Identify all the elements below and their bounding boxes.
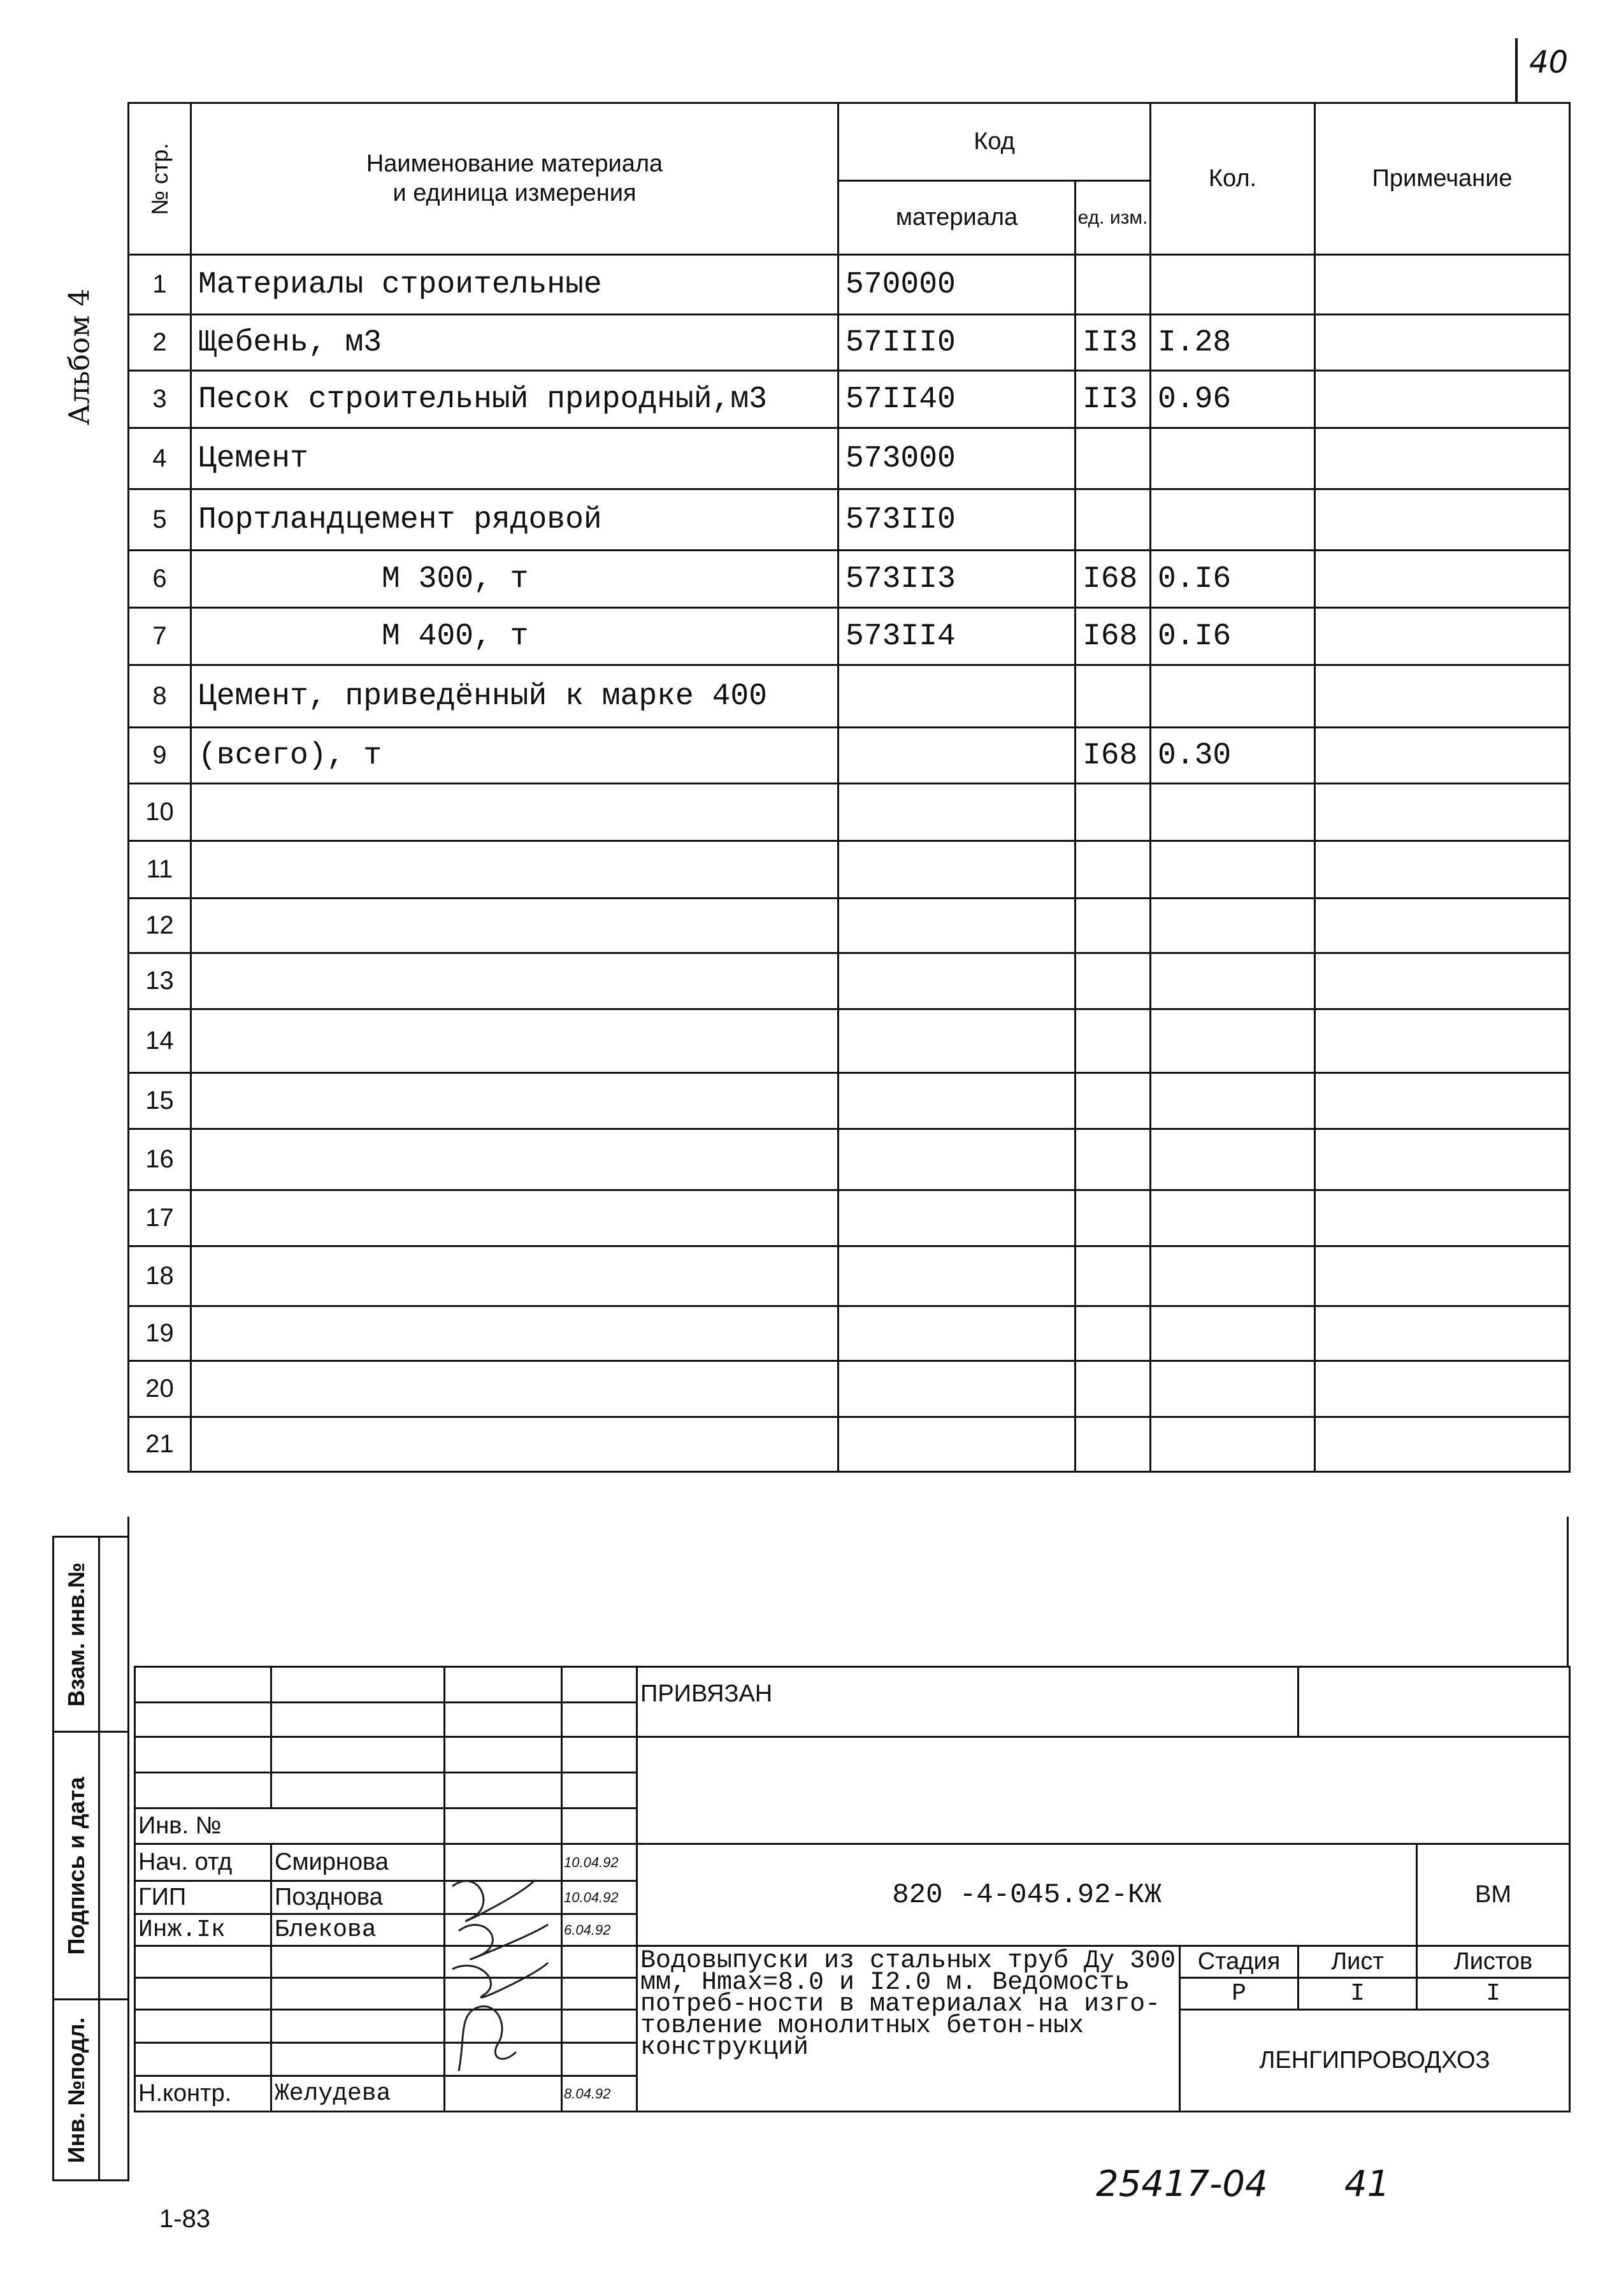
role-nkontr: Н.контр. (135, 2076, 271, 2112)
row-number: 1 (129, 255, 191, 315)
table-row (129, 665, 1570, 728)
material-name (191, 1129, 838, 1190)
note (1315, 255, 1570, 315)
material-name: Цемент (191, 428, 838, 489)
material-code: 57III0 (838, 315, 1076, 371)
table-row (129, 1361, 1570, 1417)
table-row (129, 371, 1570, 428)
note (1315, 728, 1570, 784)
footer-handwritten-page: 41 (1344, 2163, 1390, 2205)
unit-code (1076, 841, 1151, 899)
row-number: 11 (129, 841, 191, 899)
side-strip (52, 1536, 129, 2181)
row-number: 21 (129, 1417, 191, 1472)
material-name: М 400, т (191, 608, 838, 665)
name-pozdnova: Позднова (271, 1881, 445, 1914)
role-nach-otd: Нач. отд (135, 1844, 271, 1881)
header-code: Код (838, 103, 1151, 181)
row-number: 9 (129, 728, 191, 784)
header-qty: Кол. (1151, 103, 1315, 255)
unit-code (1076, 1190, 1151, 1246)
material-code (838, 1306, 1076, 1361)
quantity (1151, 1009, 1315, 1073)
row-number: 8 (129, 665, 191, 728)
material-code (838, 953, 1076, 1009)
sheet-number: 40 (1529, 45, 1569, 80)
unit-code (1076, 1306, 1151, 1361)
note (1315, 1190, 1570, 1246)
unit-code: I68 (1076, 608, 1151, 665)
material-name: М 300, т (191, 551, 838, 608)
unit-code (1076, 784, 1151, 841)
material-name: Материалы строительные (191, 255, 838, 315)
quantity (1151, 1246, 1315, 1306)
table-row (129, 841, 1570, 899)
table-row (129, 899, 1570, 953)
quantity (1151, 1306, 1315, 1361)
table-row (129, 953, 1570, 1009)
material-name (191, 953, 838, 1009)
quantity (1151, 428, 1315, 489)
quantity: I.28 (1151, 315, 1315, 371)
quantity (1151, 1417, 1315, 1472)
row-number: 3 (129, 371, 191, 428)
table-row (129, 1129, 1570, 1190)
stage-value: Р (1180, 1978, 1299, 2010)
material-name (191, 1417, 838, 1472)
sheet-label: Лист (1299, 1946, 1417, 1978)
material-name (191, 1306, 838, 1361)
row-number: 12 (129, 899, 191, 953)
material-code: 57II40 (838, 371, 1076, 428)
vzam-inv-label: Взам. инв.№ (54, 1537, 99, 1732)
unit-code (1076, 428, 1151, 489)
unit-code: I68 (1076, 551, 1151, 608)
sheet-value: I (1299, 1978, 1417, 2010)
table-row (129, 784, 1570, 841)
material-code (838, 728, 1076, 784)
material-name: Песок строительный природный,м3 (191, 371, 838, 428)
document-description: Водовыпуски из стальных труб Ду 300 мм, Hmax=8.0 и I2.0 м. Ведомость потреб-ности в материалах на изго-товление монолитных бетон-ных конструкций (637, 1946, 1180, 2112)
material-code: 570000 (838, 255, 1076, 315)
row-number: 20 (129, 1361, 191, 1417)
table-row (129, 1306, 1570, 1361)
material-code (838, 1417, 1076, 1472)
material-name (191, 1190, 838, 1246)
row-number: 7 (129, 608, 191, 665)
header-code-unit: ед. изм. (1076, 181, 1151, 255)
row-number: 2 (129, 315, 191, 371)
material-name (191, 1009, 838, 1073)
unit-code (1076, 953, 1151, 1009)
material-code (838, 1129, 1076, 1190)
unit-code (1076, 1361, 1151, 1417)
material-name (191, 784, 838, 841)
material-name: Цемент, приведённый к марке 400 (191, 665, 838, 728)
note (1315, 899, 1570, 953)
unit-code (1076, 1417, 1151, 1472)
quantity (1151, 255, 1315, 315)
unit-code (1076, 1073, 1151, 1129)
row-number: 4 (129, 428, 191, 489)
unit-code: II3 (1076, 315, 1151, 371)
unit-code: II3 (1076, 371, 1151, 428)
table-row (129, 428, 1570, 489)
sheets-label: Листов (1417, 1946, 1570, 1978)
row-number: 18 (129, 1246, 191, 1306)
material-code: 573II3 (838, 551, 1076, 608)
date-zheludeva: 8.04.92 (562, 2076, 637, 2112)
footer-handwritten-code: 25417-04 (1096, 2163, 1268, 2205)
unit-code (1076, 665, 1151, 728)
table-row (129, 255, 1570, 315)
quantity (1151, 489, 1315, 551)
unit-code (1076, 1129, 1151, 1190)
note (1315, 784, 1570, 841)
row-number: 19 (129, 1306, 191, 1361)
podpis-data-label: Подпись и дата (54, 1732, 99, 2000)
row-number: 6 (129, 551, 191, 608)
table-row (129, 1246, 1570, 1306)
row-number: 13 (129, 953, 191, 1009)
unit-code (1076, 489, 1151, 551)
note (1315, 1361, 1570, 1417)
material-code (838, 784, 1076, 841)
material-name (191, 1073, 838, 1129)
material-code: 573II4 (838, 608, 1076, 665)
note (1315, 1009, 1570, 1073)
note (1315, 315, 1570, 371)
stage-label: Стадия (1180, 1946, 1299, 1978)
quantity (1151, 1361, 1315, 1417)
date-blekova: 6.04.92 (562, 1914, 637, 1946)
row-number: 17 (129, 1190, 191, 1246)
table-row (129, 608, 1570, 665)
header-note: Примечание (1315, 103, 1570, 255)
note (1315, 1129, 1570, 1190)
table-row (129, 551, 1570, 608)
header-row-no: № стр. (129, 103, 191, 255)
sheets-value: I (1417, 1978, 1570, 2010)
unit-code: I68 (1076, 728, 1151, 784)
material-code: 573000 (838, 428, 1076, 489)
quantity: 0.96 (1151, 371, 1315, 428)
note (1315, 551, 1570, 608)
note (1315, 1246, 1570, 1306)
materials-table (127, 102, 1571, 1473)
row-number: 10 (129, 784, 191, 841)
note (1315, 1073, 1570, 1129)
quantity (1151, 665, 1315, 728)
unit-code (1076, 1246, 1151, 1306)
table-row (129, 1073, 1570, 1129)
material-name (191, 899, 838, 953)
name-smirnova: Смирнова (271, 1844, 445, 1881)
inv-no-label: Инв. № (135, 1809, 445, 1844)
album-label: Альбом 4 (63, 288, 96, 426)
page-number-divider (1515, 38, 1518, 102)
material-name: (всего), т (191, 728, 838, 784)
quantity: 0.I6 (1151, 551, 1315, 608)
table-row (129, 315, 1570, 371)
quantity: 0.30 (1151, 728, 1315, 784)
spacer-frame (127, 1517, 1569, 1666)
title-block (134, 1666, 1571, 2112)
note (1315, 371, 1570, 428)
note (1315, 489, 1570, 551)
quantity (1151, 1073, 1315, 1129)
material-code (838, 1190, 1076, 1246)
privyazan-label: ПРИВЯЗАН (637, 1667, 1299, 1737)
quantity (1151, 899, 1315, 953)
note (1315, 608, 1570, 665)
table-row (129, 1009, 1570, 1073)
table-row (129, 489, 1570, 551)
mark: ВМ (1417, 1844, 1570, 1946)
note (1315, 428, 1570, 489)
note (1315, 953, 1570, 1009)
note (1315, 665, 1570, 728)
material-code (838, 1246, 1076, 1306)
quantity: 0.I6 (1151, 608, 1315, 665)
quantity (1151, 1190, 1315, 1246)
quantity (1151, 841, 1315, 899)
quantity (1151, 953, 1315, 1009)
unit-code (1076, 899, 1151, 953)
header-code-material: материала (838, 181, 1076, 255)
material-code (838, 1009, 1076, 1073)
material-code (838, 665, 1076, 728)
inv-podl-label: Инв. №подл. (54, 2000, 99, 2181)
material-name: Щебень, м3 (191, 315, 838, 371)
name-blekova: Блекова (271, 1914, 445, 1946)
organization: ЛЕНГИПРОВОДХОЗ (1180, 2010, 1570, 2112)
material-code (838, 1073, 1076, 1129)
table-row (129, 1417, 1570, 1472)
unit-code (1076, 1009, 1151, 1073)
row-number: 5 (129, 489, 191, 551)
role-gip: ГИП (135, 1881, 271, 1914)
signature-marks (440, 1861, 561, 2071)
header-name: Наименование материала и единица измерения (191, 103, 838, 255)
footer-sheet-ref: 1-83 (159, 2205, 211, 2233)
material-code (838, 841, 1076, 899)
table-row (129, 728, 1570, 784)
unit-code (1076, 255, 1151, 315)
name-zheludeva: Желудева (271, 2076, 445, 2112)
note (1315, 1417, 1570, 1472)
quantity (1151, 1129, 1315, 1190)
material-name: Портландцемент рядовой (191, 489, 838, 551)
designation: 820 -4-045.92-КЖ (637, 1844, 1417, 1946)
row-number: 14 (129, 1009, 191, 1073)
date-pozdnova: 10.04.92 (562, 1881, 637, 1914)
date-smirnova: 10.04.92 (562, 1844, 637, 1881)
material-code: 573II0 (838, 489, 1076, 551)
role-inzh: Инж.Iк (135, 1914, 271, 1946)
note (1315, 1306, 1570, 1361)
material-name (191, 1246, 838, 1306)
row-number: 16 (129, 1129, 191, 1190)
quantity (1151, 784, 1315, 841)
material-code (838, 899, 1076, 953)
row-number: 15 (129, 1073, 191, 1129)
note (1315, 841, 1570, 899)
material-name (191, 1361, 838, 1417)
table-row (129, 1190, 1570, 1246)
material-name (191, 841, 838, 899)
material-code (838, 1361, 1076, 1417)
